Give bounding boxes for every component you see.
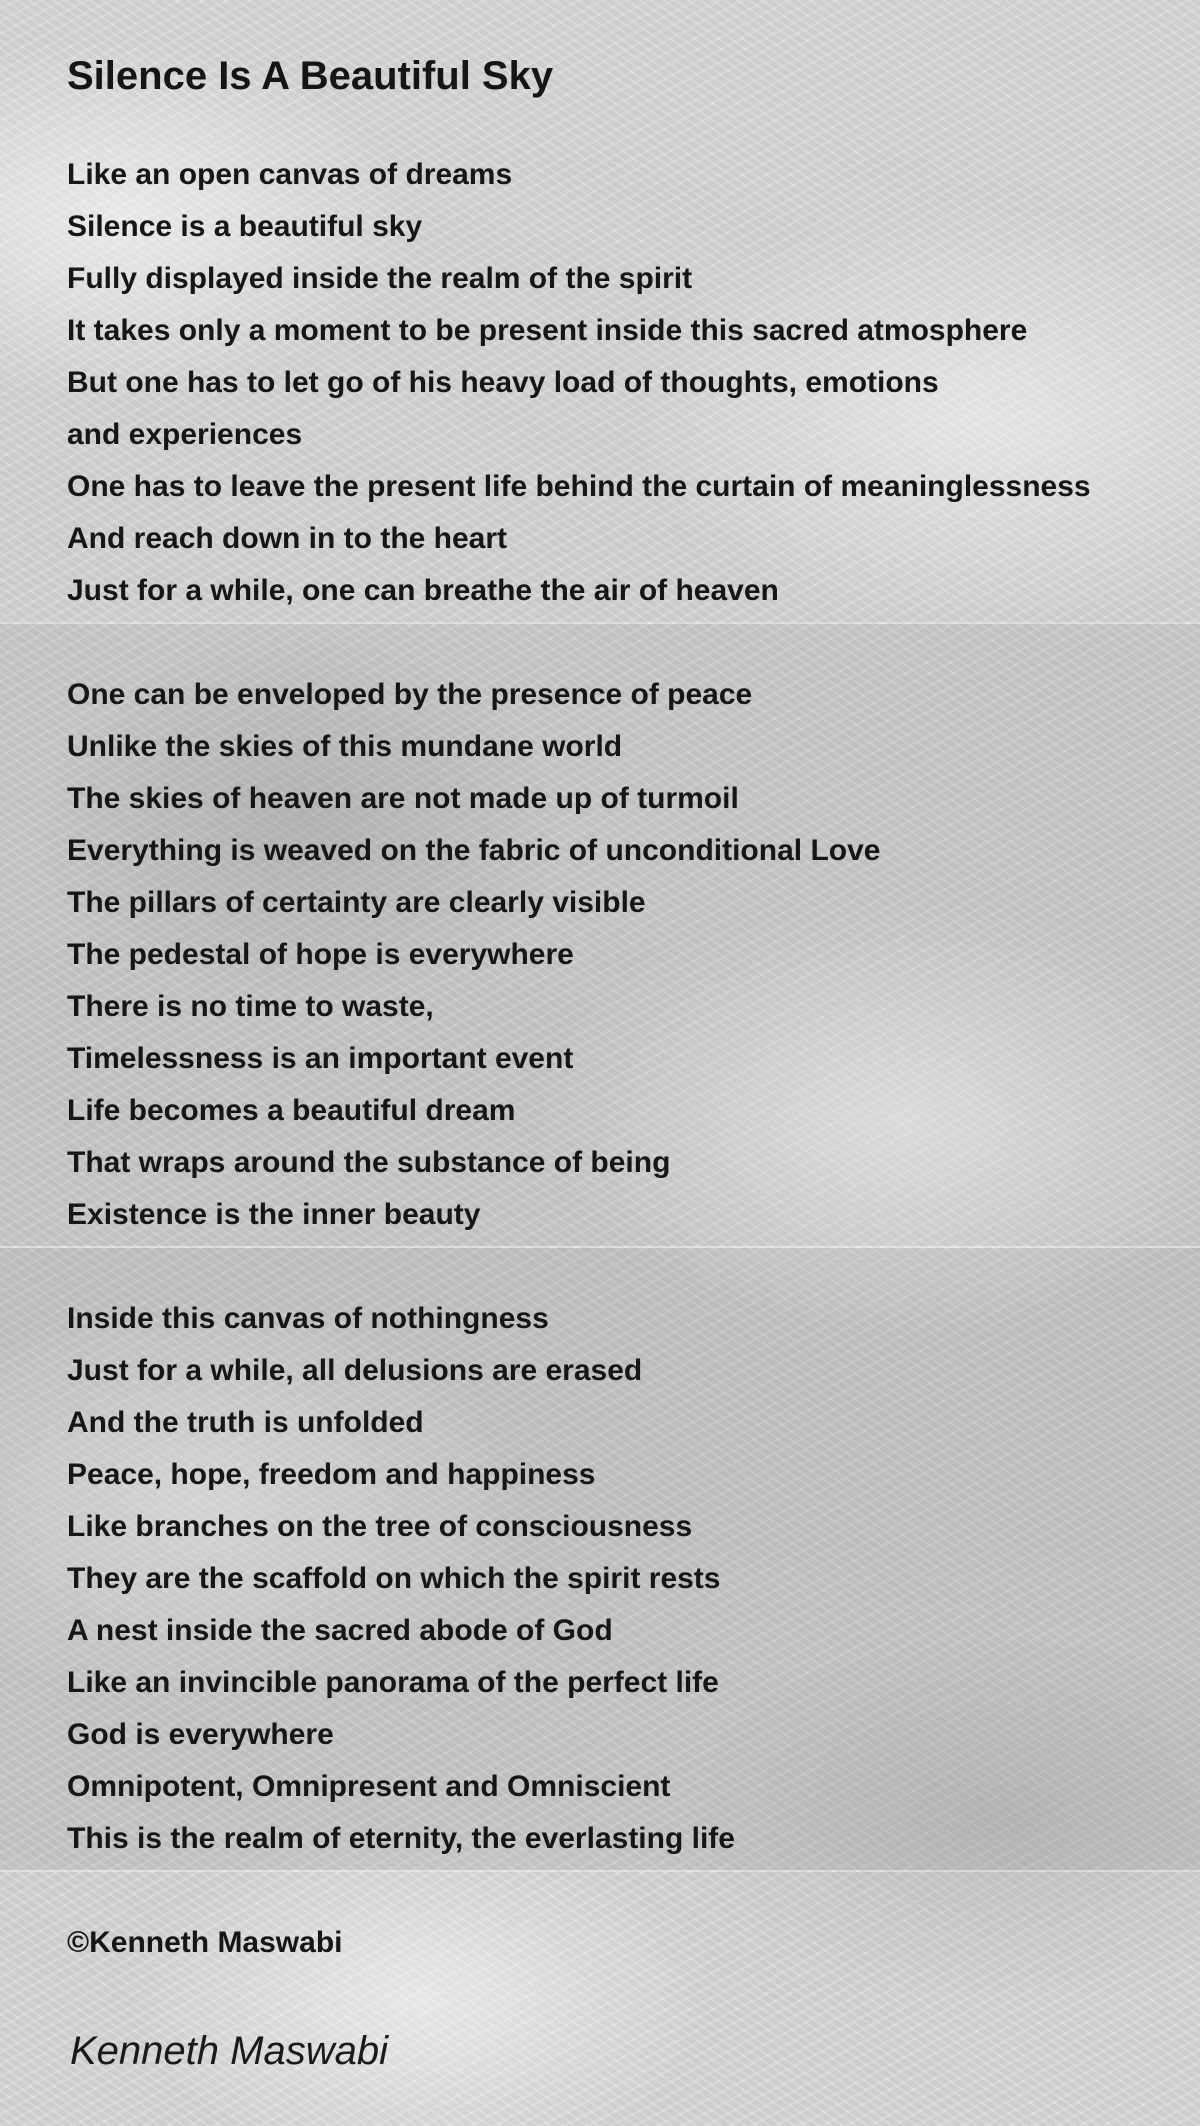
poem-line: And the truth is unfolded bbox=[67, 1406, 424, 1439]
poem-line: The pedestal of hope is everywhere bbox=[67, 938, 574, 971]
author-signature: Kenneth Maswabi bbox=[70, 2029, 388, 2073]
copyright-notice: ©Kenneth Maswabi bbox=[67, 1926, 343, 1959]
poem-line: The skies of heaven are not made up of turmoil bbox=[67, 782, 739, 815]
poem-line: Just for a while, one can breathe the air of heaven bbox=[67, 574, 779, 607]
poem-line: Like an open canvas of dreams bbox=[67, 158, 513, 191]
poem-line: Peace, hope, freedom and happiness bbox=[67, 1458, 596, 1491]
poem-line: Fully displayed inside the realm of the spirit bbox=[67, 262, 693, 295]
poem-line: But one has to let go of his heavy load of thoughts, emotions bbox=[67, 366, 939, 399]
poem-line: It takes only a moment to be present inside this sacred atmosphere bbox=[67, 314, 1028, 347]
poem-line: The pillars of certainty are clearly visible bbox=[67, 886, 646, 919]
stanza-2 bbox=[67, 669, 880, 1241]
stanza-3 bbox=[67, 1293, 735, 1865]
poem-title: Silence Is A Beautiful Sky bbox=[67, 54, 554, 98]
poem-line: Timelessness is an important event bbox=[67, 1042, 574, 1075]
poem-line: This is the realm of eternity, the everlasting life bbox=[67, 1822, 735, 1855]
poem-line: One has to leave the present life behind the curtain of meaninglessness bbox=[67, 470, 1091, 503]
poem-line: Silence is a beautiful sky bbox=[67, 210, 423, 243]
poem-line: Just for a while, all delusions are erased bbox=[67, 1354, 643, 1387]
poem-line: God is everywhere bbox=[67, 1718, 334, 1751]
poem-line: Existence is the inner beauty bbox=[67, 1198, 481, 1231]
poem-line: One can be enveloped by the presence of peace bbox=[67, 678, 753, 711]
poem-line: Like an invincible panorama of the perfect life bbox=[67, 1666, 719, 1699]
poem-line: Everything is weaved on the fabric of unconditional Love bbox=[67, 834, 881, 867]
stanza-1 bbox=[67, 149, 1091, 617]
poem-line: and experiences bbox=[67, 418, 303, 451]
poem-line: That wraps around the substance of being bbox=[67, 1146, 671, 1179]
poem-line: They are the scaffold on which the spirit rests bbox=[67, 1562, 721, 1595]
poem-line: Inside this canvas of nothingness bbox=[67, 1302, 549, 1335]
poem-line: Omnipotent, Omnipresent and Omniscient bbox=[67, 1770, 671, 1803]
poem-line: Unlike the skies of this mundane world bbox=[67, 730, 623, 763]
poem-line: And reach down in to the heart bbox=[67, 522, 508, 555]
poem-line: A nest inside the sacred abode of God bbox=[67, 1614, 613, 1647]
poem-line: There is no time to waste, bbox=[67, 990, 434, 1023]
band-divider bbox=[0, 1870, 1200, 1872]
poem-line: Life becomes a beautiful dream bbox=[67, 1094, 516, 1127]
poem-line: Like branches on the tree of consciousness bbox=[67, 1510, 693, 1543]
